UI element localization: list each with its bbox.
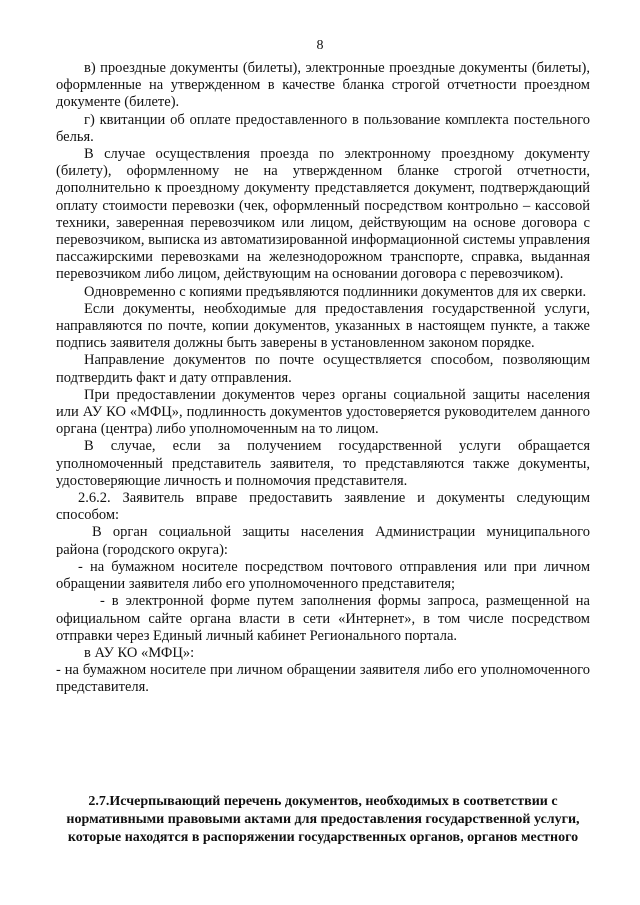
document-body [56,60,590,697]
heading-line: 2.7.Исчерпывающий перечень документов, необходимых в соответствии с [88,794,558,809]
heading-line: нормативными правовыми актами для предоставления государственной услуги, [66,812,580,827]
section-heading-2-7 [60,793,586,847]
paragraph: г) квитанции об оплате предоставленного в пользование комплекта постельного белья. [56,111,590,145]
paragraph: В случае осуществления проезда по электронному проездному документу (билету), оформленному не на утвержденном бланке строгой отчетности, дополнительно к проездному документу представляется документ, подтверждающий оплату стоимости перевозки (чек, оформленный посредством контрольно – кассовой техники, заверенная перевозчиком или лицом, действующим на основе договора с перевозчиком, выписка из автоматизированной информационной системы управления пассажирскими перевозками на железнодорожном транспорте, справка, выданная перевозчиком либо лицом, действующим на основании договора с перевозчиком). [56,146,590,283]
heading-line: которые находятся в распоряжении государственных органов, органов местного [67,830,579,845]
page-number: 8 [316,38,324,53]
paragraph: в) проездные документы (билеты), электронные проездные документы (билеты), оформленные на утвержденном в качестве бланка строгой отчетности проездном документе (билете). [56,60,590,111]
paragraph: При предоставлении документов через органы социальной защиты населения или АУ КО «МФЦ», подлинность документов удостоверяется руководителем данного органа (центра) либо уполномоченным на то лицом. [56,386,590,438]
paragraph: - на бумажном носителе посредством почтового отправления или при личном обращении заявителя либо его уполномоченного представителя; [56,558,590,593]
paragraph: В случае, если за получением государственной услуги обращается уполномоченный представитель заявителя, то представляются также документы, удостоверяющие личность и полномочия представителя. [56,438,590,489]
paragraph: - в электронной форме путем заполнения формы запроса, размещенной на официальном сайте органа власти в сети «Интернет», в том числе посредством отправки через Единый личный кабинет Регионального портала. [56,593,590,644]
paragraph: Направление документов по почте осуществляется способом, позволяющим подтвердить факт и дату отправления. [56,352,590,386]
paragraph: В орган социальной защиты населения Администрации муниципального района (городского округа): [56,524,590,558]
paragraph: в АУ КО «МФЦ»: [84,644,195,661]
paragraph: Если документы, необходимые для предоставления государственной услуги, направляются по почте, копии документов, указанных в настоящем пункте, а также подпись заявителя должны быть заверены в установленном законом порядке. [56,300,590,352]
paragraph: Одновременно с копиями предъявляются подлинники документов для их сверки. [84,283,587,300]
paragraph: 2.6.2. Заявитель вправе предоставить заявление и документы следующим способом: [56,490,590,524]
paragraph: - на бумажном носителе при личном обращении заявителя либо его уполномоченного представителя. [56,662,590,696]
